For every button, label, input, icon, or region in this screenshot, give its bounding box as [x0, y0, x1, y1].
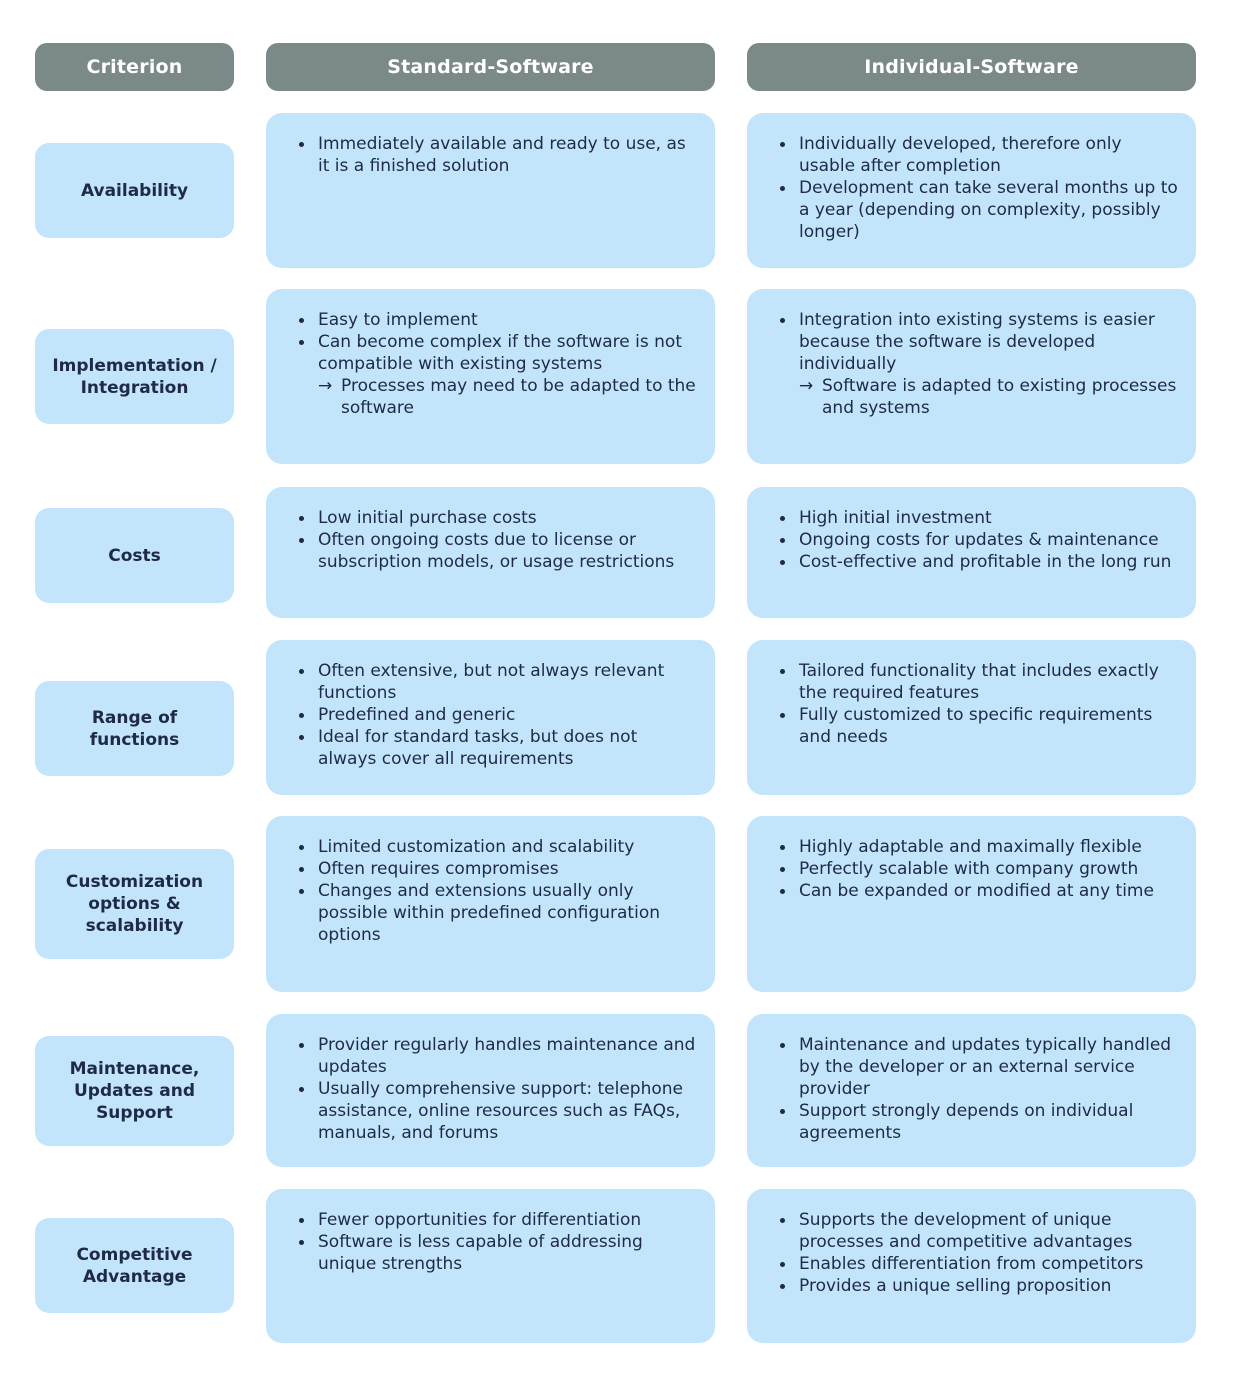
arrow-note-text: Processes may need to be adapted to the software — [341, 376, 696, 418]
bullet-item: Support strongly depends on individual agreements — [767, 1100, 1180, 1144]
individual-cell-availability — [747, 113, 1196, 268]
criterion-competitive-advantage — [35, 1218, 234, 1313]
bullet-item: Fully customized to specific requirements and needs — [767, 704, 1180, 748]
bullet-item: Changes and extensions usually only possible within predefined configuration options — [286, 880, 699, 946]
bullet-item: Supports the development of unique processes and competitive advantages — [767, 1209, 1180, 1253]
standard-cell-implementation — [266, 289, 715, 464]
bullet-list — [286, 133, 699, 177]
bullet-item: Enables differentiation from competitors — [767, 1253, 1180, 1275]
bullet-item: Can be expanded or modified at any time — [767, 880, 1180, 902]
bullet-list — [767, 133, 1180, 243]
criterion-customization-scalability — [35, 849, 234, 959]
bullet-item: Highly adaptable and maximally flexible — [767, 836, 1180, 858]
bullet-item: Often ongoing costs due to license or subscription models, or usage restrictions — [286, 529, 699, 573]
individual-cell-competitive — [747, 1189, 1196, 1343]
bullet-item: Provider regularly handles maintenance and updates — [286, 1034, 699, 1078]
arrow-right-icon: → — [318, 376, 333, 396]
bullet-item: Often extensive, but not always relevant functions — [286, 660, 699, 704]
individual-cell-maintenance — [747, 1014, 1196, 1167]
bullet-list — [286, 1034, 699, 1144]
bullet-item: Provides a unique selling proposition — [767, 1275, 1180, 1297]
bullet-item: Usually comprehensive support: telephone assistance, online resources such as FAQs, manuals, and forums — [286, 1078, 699, 1144]
bullet-item: Can become complex if the software is not compatible with existing systems — [286, 331, 699, 375]
bullet-list — [286, 507, 699, 573]
header-criterion — [35, 43, 234, 91]
header-individual-software — [747, 43, 1196, 91]
bullet-item: Cost-effective and profitable in the long run — [767, 551, 1180, 573]
bullet-item: High initial investment — [767, 507, 1180, 529]
standard-cell-competitive — [266, 1189, 715, 1343]
bullet-list — [286, 1209, 699, 1275]
individual-cell-costs — [747, 487, 1196, 618]
bullet-item: Easy to implement — [286, 309, 699, 331]
header-standard-software — [266, 43, 715, 91]
bullet-list — [286, 309, 699, 375]
bullet-list — [767, 309, 1180, 375]
individual-cell-implementation — [747, 289, 1196, 464]
criterion-label: Range of functions — [89, 707, 180, 750]
bullet-item: Perfectly scalable with company growth — [767, 858, 1180, 880]
criterion-label: Competitive Advantage — [76, 1244, 193, 1287]
bullet-item: Limited customization and scalability — [286, 836, 699, 858]
bullet-item: Individually developed, therefore only usable after completion — [767, 133, 1180, 177]
criterion-availability — [35, 143, 234, 238]
criterion-label: Customization options & scalability — [65, 872, 204, 936]
bullet-item: Fewer opportunities for differentiation — [286, 1209, 699, 1231]
arrow-right-icon: → — [799, 376, 814, 396]
bullet-list — [286, 836, 699, 946]
bullet-item: Software is less capable of addressing unique strengths — [286, 1231, 699, 1275]
individual-cell-range — [747, 640, 1196, 795]
standard-cell-maintenance — [266, 1014, 715, 1167]
criterion-maintenance-support — [35, 1036, 234, 1146]
criterion-implementation-integration — [35, 329, 234, 424]
bullet-list — [767, 660, 1180, 748]
arrow-note — [286, 375, 699, 419]
criterion-label: Availability — [80, 180, 189, 201]
bullet-list — [767, 1209, 1180, 1297]
standard-cell-costs — [266, 487, 715, 618]
criterion-costs — [35, 508, 234, 603]
bullet-item: Ideal for standard tasks, but does not always cover all requirements — [286, 726, 699, 770]
standard-cell-range — [266, 640, 715, 795]
criterion-label: Costs — [108, 545, 161, 566]
arrow-note — [767, 375, 1180, 419]
bullet-item: Predefined and generic — [286, 704, 699, 726]
criterion-label: Maintenance, Updates and Support — [69, 1059, 200, 1123]
individual-cell-customization — [747, 816, 1196, 992]
bullet-item: Often requires compromises — [286, 858, 699, 880]
bullet-item: Tailored functionality that includes exactly the required features — [767, 660, 1180, 704]
bullet-list — [767, 507, 1180, 573]
standard-cell-customization — [266, 816, 715, 992]
bullet-list — [286, 660, 699, 770]
header-standard-label: Standard-Software — [387, 56, 594, 78]
bullet-item: Development can take several months up to a year (depending on complexity, possibly longer) — [767, 177, 1180, 243]
bullet-item: Ongoing costs for updates & maintenance — [767, 529, 1180, 551]
criterion-label: Implementation / Integration — [52, 355, 217, 398]
bullet-item: Maintenance and updates typically handled by the developer or an external service provider — [767, 1034, 1180, 1100]
bullet-item: Integration into existing systems is easier because the software is developed individually — [767, 309, 1180, 375]
header-individual-label: Individual-Software — [864, 56, 1079, 78]
bullet-list — [767, 836, 1180, 902]
arrow-note-text: Software is adapted to existing processes and systems — [822, 376, 1177, 418]
header-criterion-label: Criterion — [86, 56, 183, 78]
standard-cell-availability — [266, 113, 715, 268]
bullet-item: Low initial purchase costs — [286, 507, 699, 529]
bullet-list — [767, 1034, 1180, 1144]
bullet-item: Immediately available and ready to use, as it is a finished solution — [286, 133, 699, 177]
criterion-range-of-functions — [35, 681, 234, 776]
